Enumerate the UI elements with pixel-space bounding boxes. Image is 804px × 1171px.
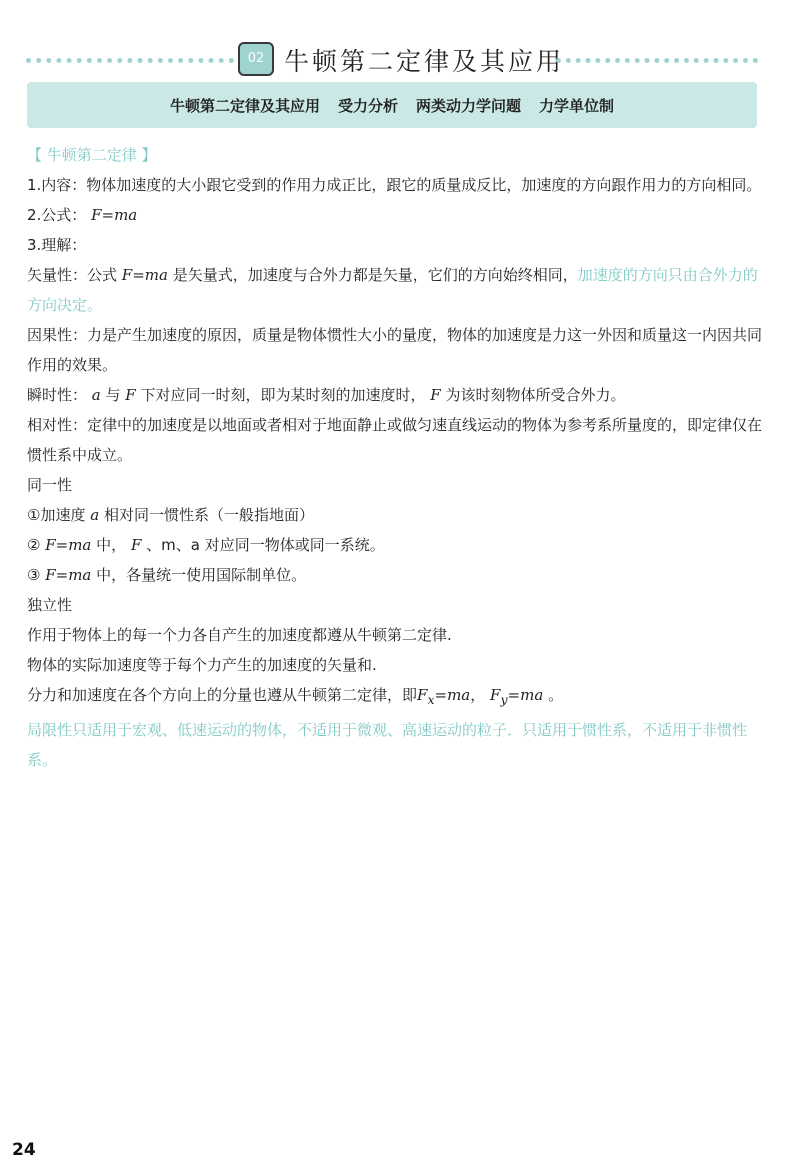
formula-part: =ma [507,686,544,704]
item-text: ③ [27,566,41,584]
sameness-item-1 [27,500,762,530]
var-F: F [430,386,441,404]
topic-item: 牛顿第二定律及其应用 [169,96,320,115]
paragraph-content: 1.内容：物体加速度的大小跟它受到的作用力成正比，跟它的质量成反比，加速度的方向跟作用力的方向相同。 [27,176,762,194]
independence-item-2: 物体的实际加速度等于每个力产生的加速度的矢量和. [27,656,377,674]
item-text: ①加速度 [27,506,86,524]
separator: ， [470,686,486,704]
paragraph-components [27,680,762,715]
formula-part: =ma [434,686,471,704]
subsection-heading: 【 牛顿第二定律 】 [27,146,157,164]
inst-text: 与 [100,386,126,404]
paragraph-instantaneity [27,380,762,410]
formula: F=ma [121,266,168,284]
topic-banner [27,82,757,128]
paragraph-understanding: 3.理解： [27,236,87,254]
components-text: 分力和加速度在各个方向上的分量也遵从牛顿第二定律，即 [27,686,418,704]
var-a: a [90,506,100,524]
paragraph-independence: 独立性 [27,596,73,614]
components-end: 。 [548,686,564,704]
subscript-y: y [500,692,508,707]
topic-item: 力学单位制 [539,96,615,115]
inst-label: 瞬时性： [27,386,88,404]
main-content [27,140,762,775]
vector-text: 矢量性：公式 [27,266,122,284]
item-text: 中， [91,536,127,554]
paragraph-relativity: 相对性：定律中的加速度是以地面或者相对于地面静止或做匀速直线运动的物体为参考系所量度的，即定律仅在惯性系中成立。 [27,416,763,464]
item-text: ② [27,536,41,554]
var-F: F [490,686,501,704]
formula-label: 2.公式： [27,206,87,224]
inst-text: 下对应同一时刻，即为某时刻的加速度时， [135,386,426,404]
sameness-item-2 [27,530,762,560]
paragraph-sameness: 同一性 [27,476,73,494]
dotted-divider-right [556,58,758,63]
item-text: 、m、a 对应同一物体或同一系统。 [141,536,385,554]
formula: F=ma [45,536,92,554]
paragraph-limitation: 局限性只适用于宏观、低速运动的物体，不适用于微观、高速运动的粒子．只适用于惯性系，不适用于非惯性系。 [27,721,748,769]
var-a: a [91,386,101,404]
dotted-divider-left [26,58,234,63]
topic-item: 两类动力学问题 [416,96,522,115]
sameness-item-3 [27,560,762,590]
var-F: F [417,686,428,704]
paragraph-vector [27,260,762,320]
section-number-badge: 02 [238,42,274,76]
subscript-x: x [427,692,435,707]
paragraph-causality: 因果性：力是产生加速度的原因，质量是物体惯性大小的量度，物体的加速度是力这一外因和质量这一内因共同作用的效果。 [27,326,763,374]
vector-highlight: 加速度的方向只由合外力的方向决定。 [27,266,758,314]
var-F: F [125,386,136,404]
formula: F=ma [45,566,92,584]
var-F: F [130,536,142,554]
independence-item-1: 作用于物体上的每一个力各自产生的加速度都遵从牛顿第二定律. [27,626,452,644]
vector-text-mid: 是矢量式，加速度与合外力都是矢量，它们的方向始终相同， [167,266,578,284]
page-number: 24 [12,1140,36,1160]
item-text: 相对同一惯性系（一般指地面） [99,506,314,524]
item-text: 中，各量统一使用国际制单位。 [91,566,307,584]
topic-item: 受力分析 [337,96,398,115]
section-header [26,40,758,80]
inst-text: 为该时刻物体所受合外力。 [440,386,626,404]
section-title: 牛顿第二定律及其应用 [284,47,565,76]
formula: F=ma [91,206,138,224]
paragraph-formula [27,200,762,230]
